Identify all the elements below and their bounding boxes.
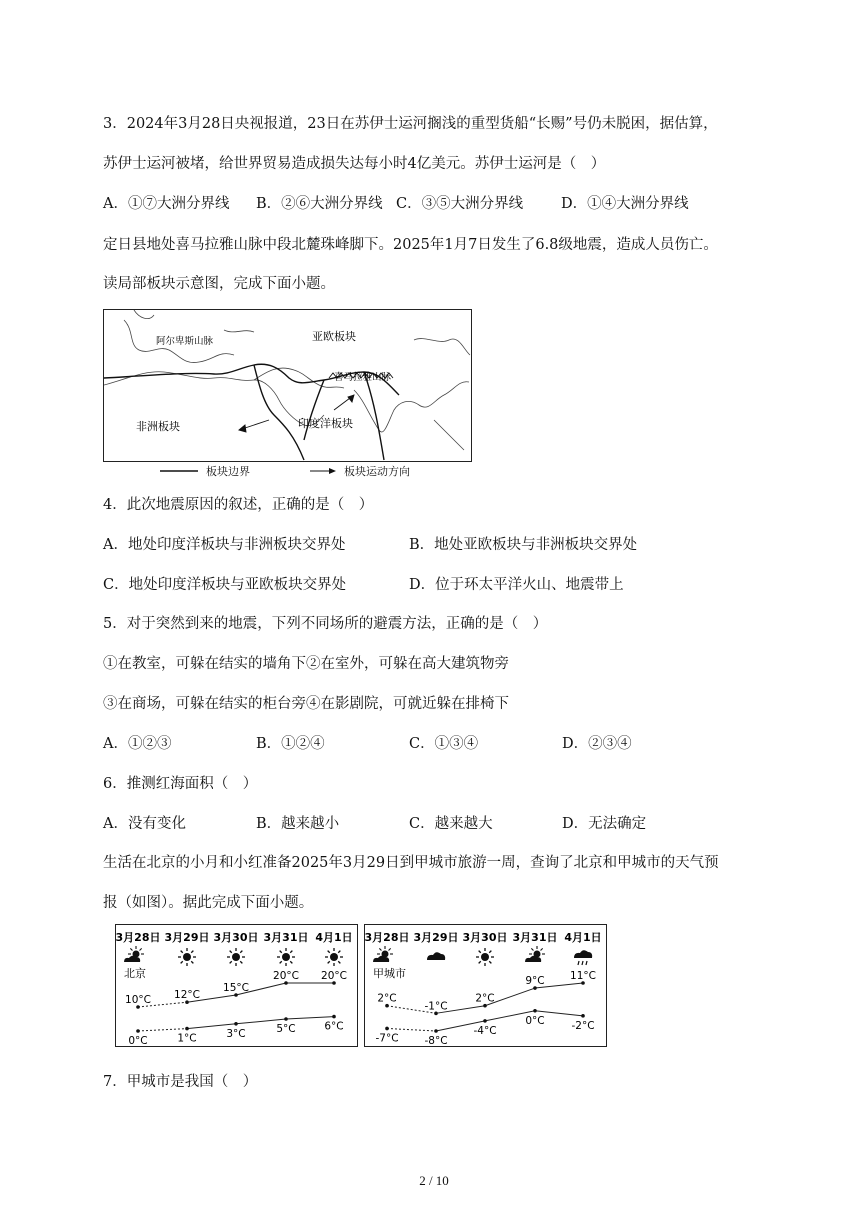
partly-cloudy-icon <box>525 946 545 962</box>
high-temp-label: 11°C <box>570 970 596 982</box>
page-number: 2 / 10 <box>419 1173 449 1188</box>
weather-panel-beijing <box>115 924 358 1047</box>
boundary-indian <box>364 372 384 460</box>
coastline-southeast <box>434 420 464 450</box>
q5-option-b: B．①②④ <box>256 736 325 752</box>
low-temp-point <box>434 1029 438 1033</box>
boundary-red-sea <box>254 365 304 460</box>
intro1-line2: 读局部板块示意图，完成下面小题。 <box>103 276 335 292</box>
high-temp-label: 15°C <box>223 982 249 994</box>
high-temp-label: 20°C <box>321 970 347 982</box>
low-temp-label: -8°C <box>424 1035 448 1046</box>
partly-cloudy-icon <box>373 946 393 962</box>
q6-option-d: D．无法确定 <box>562 816 647 832</box>
boundary-arabian <box>304 380 324 440</box>
low-temp-point <box>483 1019 487 1023</box>
q4-option-a: A．地处印度洋板块与非洲板块交界处 <box>103 537 346 553</box>
q3-option-d: D．①④大洲分界线 <box>561 196 689 212</box>
label-africa: 非洲板块 <box>136 420 180 433</box>
q4-option-c: C．地处印度洋板块与亚欧板块交界处 <box>103 577 347 593</box>
low-temp-point <box>581 1014 585 1018</box>
date-label: 4月1日 <box>315 931 353 944</box>
low-temp-point <box>136 1029 140 1033</box>
legend-motion-arrow <box>310 467 336 475</box>
q3-stem-line1: 3．2024年3月28日央视报道，23日在苏伊士运河搁浅的重型货船“长赐”号仍未脱困，据估算， <box>103 116 718 132</box>
sun-icon <box>476 948 494 966</box>
q5-option-a: A．①②③ <box>103 736 172 752</box>
partly-cloudy-icon <box>124 946 144 962</box>
low-temp-label: -2°C <box>571 1019 595 1032</box>
q3-option-a: A．①⑦大洲分界线 <box>103 196 230 212</box>
q4-option-b: B．地处亚欧板块与非洲板块交界处 <box>409 537 638 553</box>
label-indian: 印度洋板块 <box>298 417 353 430</box>
date-label: 3月28日 <box>365 931 410 944</box>
q5-line1: ①在教室，可躲在结实的墙角下②在室外，可躲在高大建筑物旁 <box>103 656 509 672</box>
date-label: 3月30日 <box>462 931 508 944</box>
label-alps: 阿尔卑斯山脉 <box>156 336 214 347</box>
plate-map-drawing <box>104 310 471 461</box>
date-label: 4月1日 <box>564 931 602 944</box>
intro1-line1: 定日县地处喜马拉雅山脉中段北麓珠峰脚下。2025年1月7日发生了6.8级地震，造成人员伤亡。 <box>103 237 718 253</box>
coastline-east-asia <box>414 339 470 355</box>
low-temp-point <box>533 1009 537 1013</box>
low-temp-label: 3°C <box>226 1027 246 1040</box>
q3-option-b: B．②⑥大洲分界线 <box>256 196 383 212</box>
coastline-south-asia <box>354 382 469 432</box>
sun-icon <box>227 948 245 966</box>
low-temp-point <box>284 1017 288 1021</box>
label-himalaya: 喜马拉雅山脉 <box>334 372 392 383</box>
coastline-caspian <box>224 330 254 332</box>
weather-panel-jiacheng <box>364 924 607 1047</box>
intro2-line1: 生活在北京的小月和小红准备2025年3月29日到甲城市旅游一周，查询了北京和甲城市的天气预 <box>103 855 719 871</box>
legend-motion-label: 板块运动方向 <box>344 465 410 478</box>
low-temp-label: 5°C <box>276 1023 296 1035</box>
low-temp-point <box>332 1015 336 1019</box>
low-temp-label: 0°C <box>525 1014 545 1027</box>
q3-option-c: C．③⑤大洲分界线 <box>396 196 524 212</box>
low-temp-segment <box>387 1028 436 1031</box>
q3-stem-line2: 苏伊士运河被堵，给世界贸易造成损失达每小时4亿美元。苏伊士运河是（ ） <box>103 156 606 172</box>
high-temp-label: 12°C <box>174 989 200 1002</box>
date-label: 3月31日 <box>263 931 309 944</box>
low-temp-point <box>385 1027 389 1031</box>
intro2-line2: 报（如图）。据此完成下面小题。 <box>103 895 314 911</box>
low-temp-label: 6°C <box>324 1020 344 1033</box>
q5-stem: 5．对于突然到来的地震，下列不同场所的避震方法，正确的是（ ） <box>103 616 548 632</box>
low-temp-point <box>234 1022 238 1026</box>
rain-icon <box>574 950 592 965</box>
map-legend <box>160 463 410 479</box>
motion-arrow-2-head <box>348 395 354 402</box>
low-temp-label: -7°C <box>375 1032 399 1045</box>
q7-stem: 7．甲城市是我国（ ） <box>103 1074 258 1090</box>
motion-arrow-1-head <box>239 425 246 432</box>
city-name: 甲城市 <box>373 967 406 980</box>
q5-line2: ③在商场，可躲在结实的柜台旁④在影剧院，可就近躲在排椅下 <box>103 696 509 712</box>
low-temp-label: -4°C <box>473 1024 497 1037</box>
date-label: 3月29日 <box>413 931 459 944</box>
high-temp-label: 10°C <box>125 994 151 1006</box>
q6-stem: 6．推测红海面积（ ） <box>103 776 258 792</box>
q5-option-c: C．①③④ <box>409 736 479 752</box>
high-temp-label: 20°C <box>273 970 299 982</box>
cloud-icon <box>427 952 445 960</box>
legend-boundary-line <box>160 468 198 474</box>
low-temp-segment <box>138 1029 187 1031</box>
q4-stem: 4．此次地震原因的叙述，正确的是（ ） <box>103 497 374 513</box>
high-temp-label: 2°C <box>377 992 397 1005</box>
sun-icon <box>277 948 295 966</box>
low-temp-label: 1°C <box>177 1032 197 1045</box>
label-eurasia: 亚欧板块 <box>312 330 356 343</box>
date-label: 3月31日 <box>512 931 558 944</box>
sun-icon <box>325 948 343 966</box>
coastline-north <box>134 310 154 319</box>
city-name: 北京 <box>124 967 146 980</box>
low-temp-point <box>185 1027 189 1031</box>
date-label: 3月30日 <box>213 931 259 944</box>
q5-option-d: D．②③④ <box>562 736 632 752</box>
high-temp-label: 9°C <box>525 975 545 988</box>
legend-boundary-label: 板块边界 <box>206 465 250 478</box>
weather-chart-jiacheng <box>365 925 606 1046</box>
q4-option-d: D．位于环太平洋火山、地震带上 <box>409 577 624 593</box>
plate-map <box>103 309 472 462</box>
high-temp-label: -1°C <box>424 1000 448 1013</box>
weather-chart-beijing <box>116 925 357 1046</box>
high-temp-label: 2°C <box>475 992 495 1005</box>
low-temp-label: 0°C <box>128 1035 148 1046</box>
q6-option-c: C．越来越大 <box>409 816 493 832</box>
sun-icon <box>178 948 196 966</box>
q6-option-a: A．没有变化 <box>103 816 186 832</box>
date-label: 3月28日 <box>116 931 161 944</box>
q6-option-b: B．越来越小 <box>256 816 340 832</box>
low-temp-segment <box>286 1017 334 1019</box>
date-label: 3月29日 <box>164 931 210 944</box>
